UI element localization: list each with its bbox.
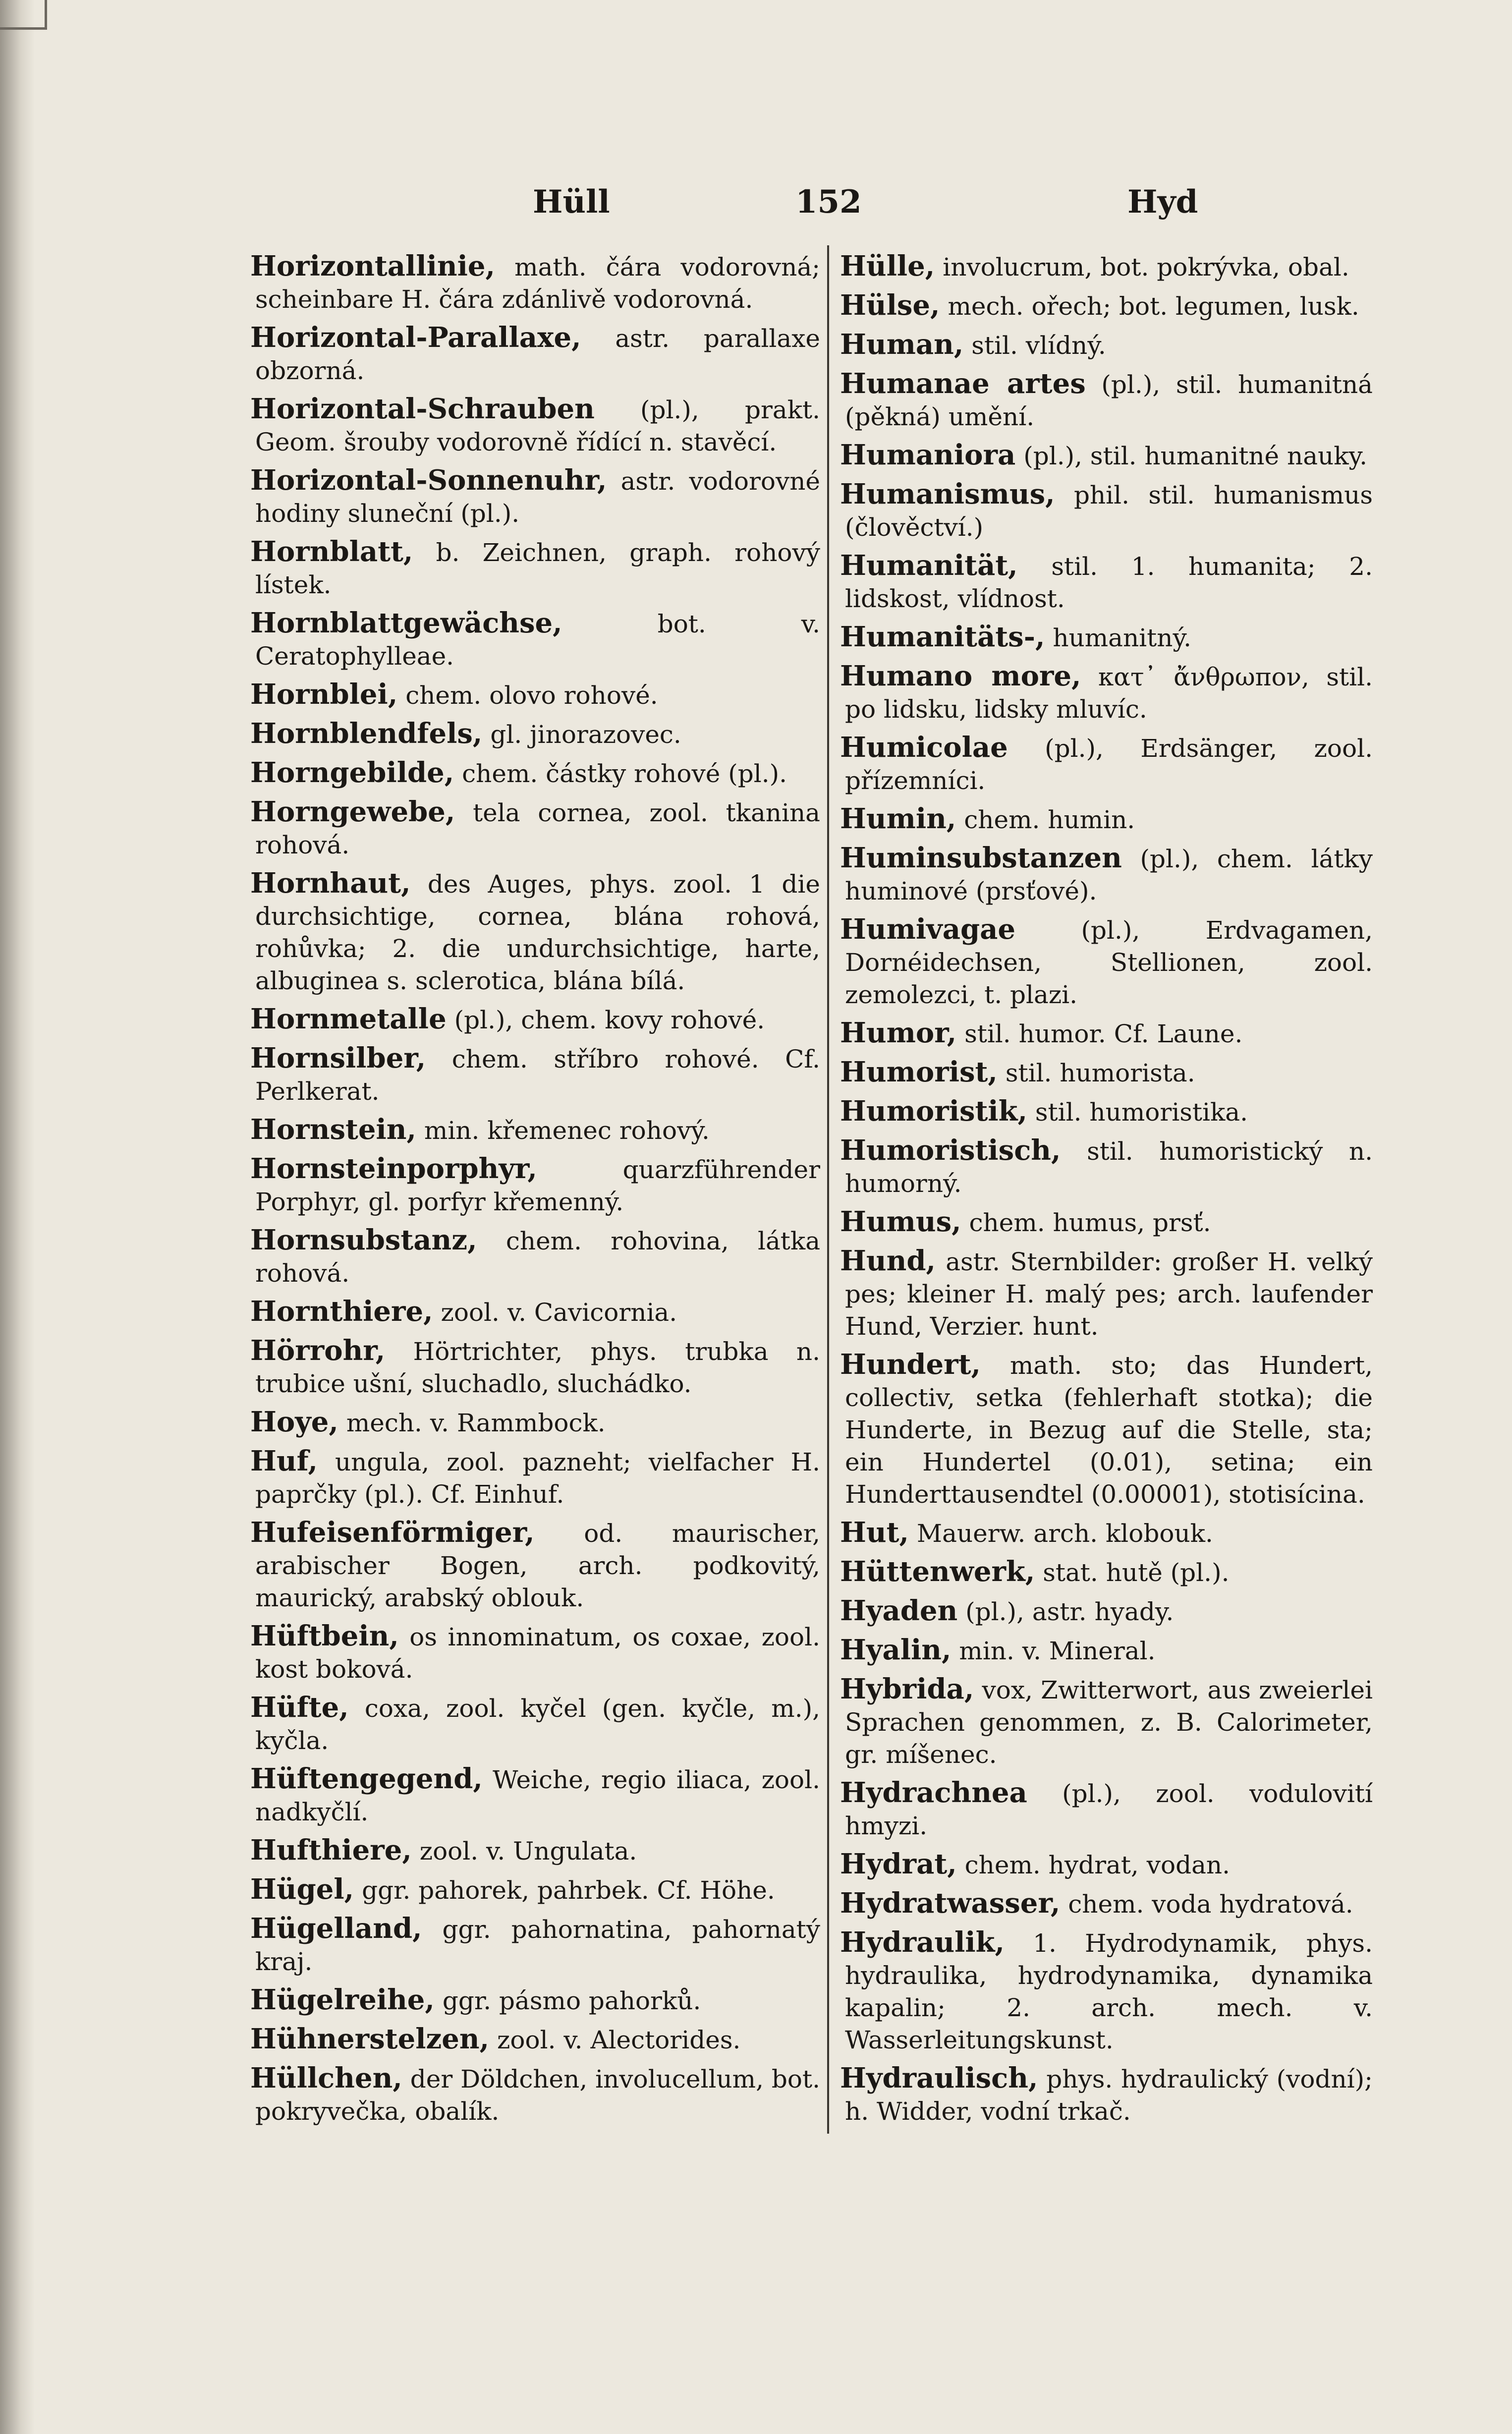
dictionary-entry: [250, 464, 820, 530]
entry-headword: Hornstein,: [250, 1113, 416, 1146]
entry-definition: stil. humor. Cf. Laune.: [964, 1019, 1243, 1048]
dictionary-entry: [840, 1777, 1373, 1842]
dictionary-entry: [250, 1224, 820, 1290]
entry-definition: tela cornea, zool. tkanina rohová.: [255, 798, 820, 859]
entry-headword: Horizontal-Parallaxe,: [250, 321, 581, 354]
entry-headword: Hüfte,: [250, 1691, 349, 1724]
dictionary-entry: [840, 732, 1373, 797]
entry-definition: (pl.), chem. kovy rohové.: [454, 1006, 765, 1034]
dictionary-entry: [250, 718, 820, 751]
dictionary-entry: [840, 1926, 1373, 2056]
entry-headword: Hülse,: [840, 289, 940, 322]
dictionary-entry: [250, 1114, 820, 1147]
entry-headword: Humoristisch,: [840, 1134, 1061, 1167]
entry-definition: stil. 1. humanita; 2. lidskost, vlídnost.: [845, 552, 1373, 613]
entry-definition: stil. humorista.: [1005, 1059, 1195, 1087]
entry-headword: Humicolae: [840, 731, 1008, 764]
dictionary-entry: [250, 2062, 820, 2128]
dictionary-entry: [840, 1245, 1373, 1343]
entry-definition: mech. ořech; bot. legumen, lusk.: [948, 292, 1359, 321]
dictionary-entry: [250, 1153, 820, 1218]
dictionary-entry: [250, 1406, 820, 1439]
entry-headword: Hülle,: [840, 250, 935, 283]
entry-headword: Hornsteinporphyr,: [250, 1152, 537, 1185]
entry-definition: ggr. pahorek, pahrbek. Cf. Höhe.: [362, 1876, 775, 1905]
dictionary-entry: [840, 2062, 1373, 2128]
entry-headword: Hybrida,: [840, 1673, 974, 1705]
entry-headword: Hornthiere,: [250, 1295, 433, 1328]
entry-headword: Horizontal-Sonnenuhr,: [250, 464, 607, 497]
dictionary-entry: [840, 803, 1373, 836]
entry-definition: quarzführender Porphyr, gl. porfyr křemenný.: [255, 1155, 820, 1216]
entry-definition: (pl.), chem. látky huminové (prsťové).: [845, 845, 1373, 906]
dictionary-entry: [840, 478, 1373, 544]
dictionary-entry: [840, 250, 1373, 283]
entry-headword: Hörrohr,: [250, 1334, 386, 1367]
entry-definition: Weiche, regio iliaca, zool. nadkyčlí.: [255, 1765, 820, 1826]
dictionary-entry: [840, 550, 1373, 615]
entry-definition: (pl.), zool. vodulovití hmyzi.: [845, 1779, 1373, 1840]
dictionary-entry: [250, 2023, 820, 2056]
dictionary-entry: [840, 1134, 1373, 1200]
entry-definition: stil. vlídný.: [971, 331, 1106, 360]
dictionary-entry: [250, 1692, 820, 1757]
entry-definition: Hörtrichter, phys. trubka n. trubice ušní, sluchadlo, sluchádko.: [255, 1337, 820, 1398]
entry-headword: Hydratwasser,: [840, 1887, 1061, 1920]
entry-headword: Hornblatt,: [250, 535, 413, 568]
entry-headword: Humorist,: [840, 1056, 998, 1088]
entry-definition: ggr. pahornatina, pahornatý kraj.: [255, 1915, 820, 1976]
page-edge-shadow: [0, 0, 35, 2434]
entry-headword: Huf,: [250, 1445, 318, 1477]
entry-headword: Hufeisenförmiger,: [250, 1516, 535, 1549]
entry-definition: mech. v. Rammbock.: [346, 1409, 606, 1437]
dictionary-entry: [250, 536, 820, 601]
entry-definition: stil. humoristický n. humorný.: [845, 1137, 1373, 1198]
entry-definition: math. čára vodorovná; scheinbare H. čára zdánlivě vodorovná.: [255, 253, 820, 314]
entry-headword: Horizontallinie,: [250, 250, 495, 283]
entry-definition: ungula, zool. pazneht; vielfacher H. paprčky (pl.). Cf. Einhuf.: [255, 1448, 820, 1509]
entry-definition: der Döldchen, involucellum, bot. pokryvečka, obalík.: [255, 2065, 820, 2126]
entry-headword: Horizontal-Schrauben: [250, 393, 595, 425]
entry-definition: (pl.), Erdvagamen, Dornéidechsen, Stellionen, zool. zemolezci, t. plazi.: [845, 916, 1373, 1009]
entry-definition: os innominatum, os coxae, zool. kost boková.: [255, 1623, 820, 1684]
left-column: [250, 250, 820, 2431]
entry-headword: Humanität,: [840, 549, 1018, 582]
entry-definition: coxa, zool. kyčel (gen. kyčle, m.), kyčla.: [255, 1694, 820, 1755]
entry-headword: Hügel,: [250, 1873, 354, 1906]
entry-definition: κατ᾽ ἄνθρωπον, stil. po lidsku, lidsky mluvíc.: [845, 663, 1373, 724]
entry-headword: Hügelland,: [250, 1912, 422, 1945]
entry-headword: Humanismus,: [840, 478, 1055, 510]
entry-headword: Hyalin,: [840, 1634, 952, 1666]
dictionary-entry: [840, 1887, 1373, 1921]
corner-mark: [0, 0, 47, 30]
dictionary-entry: [840, 1206, 1373, 1239]
entry-headword: Hüttenwerk,: [840, 1555, 1035, 1588]
entry-headword: Hydrachnea: [840, 1776, 1027, 1809]
entry-definition: des Auges, phys. zool. 1 die durchsichtige, cornea, blána rohová, rohůvka; 2. die undurchsichtige, harte, albuginea s. sclerotica, blána bílá.: [255, 870, 820, 995]
dictionary-entry: [250, 1042, 820, 1108]
dictionary-entry: [250, 1620, 820, 1686]
entry-definition: zool. v. Alectorides.: [497, 2026, 741, 2054]
entry-definition: min. křemenec rohový.: [424, 1116, 710, 1145]
entry-definition: chem. olovo rohové.: [405, 681, 658, 710]
entry-headword: Hornmetalle: [250, 1003, 447, 1035]
entry-headword: Humano more,: [840, 660, 1081, 692]
dictionary-entry: [250, 250, 820, 316]
entry-headword: Hydrat,: [840, 1848, 957, 1880]
dictionary-entry: [250, 679, 820, 712]
entry-definition: chem. hydrat, vodan.: [964, 1851, 1230, 1879]
entry-definition: b. Zeichnen, graph. rohový lístek.: [255, 538, 820, 599]
entry-headword: Humin,: [840, 802, 956, 835]
dictionary-entry: [840, 660, 1373, 726]
entry-headword: Hornsilber,: [250, 1042, 426, 1075]
entry-definition: od. maurischer, arabischer Bogen, arch. podkovitý, maurický, arabský oblouk.: [255, 1519, 820, 1612]
dictionary-entry: [250, 1834, 820, 1868]
dictionary-entry: [840, 1349, 1373, 1511]
dictionary-entry: [250, 757, 820, 790]
entry-headword: Humaniora: [840, 439, 1016, 471]
dictionary-entry: [250, 1984, 820, 2017]
entry-definition: chem. částky rohové (pl.).: [462, 759, 787, 788]
dictionary-entry: [250, 867, 820, 997]
entry-definition: zool. v. Cavicornia.: [441, 1298, 677, 1327]
entry-definition: bot. v. Ceratophylleae.: [255, 610, 820, 671]
entry-definition: stat. hutě (pl.).: [1043, 1558, 1230, 1587]
entry-definition: gl. jinorazovec.: [490, 720, 681, 749]
entry-headword: Hühnerstelzen,: [250, 2023, 490, 2055]
entry-definition: (pl.), stil. humanitná (pěkná) umění.: [845, 370, 1373, 431]
entry-headword: Huminsubstanzen: [840, 842, 1122, 874]
entry-headword: Hornblattgewächse,: [250, 607, 562, 639]
entry-definition: zool. v. Ungulata.: [419, 1837, 637, 1866]
dictionary-entry: [840, 1634, 1373, 1667]
entry-headword: Hügelreihe,: [250, 1983, 435, 2016]
entry-definition: chem. stříbro rohové. Cf. Perlkerat.: [255, 1045, 820, 1106]
column-divider: [827, 245, 829, 2134]
entry-headword: Hydraulik,: [840, 1926, 1005, 1959]
entry-definition: 1. Hydrodynamik, phys. hydraulika, hydrodynamika, dynamika kapalin; 2. arch. mech. v. Wasserleitungskunst.: [845, 1929, 1373, 2054]
dictionary-entry: [250, 1296, 820, 1329]
entry-headword: Human,: [840, 328, 964, 361]
entry-headword: Hüftengegend,: [250, 1762, 483, 1795]
entry-definition: chem. voda hydratová.: [1068, 1890, 1353, 1919]
entry-definition: chem. rohovina, látka rohová.: [255, 1227, 820, 1288]
entry-headword: Humoristik,: [840, 1095, 1027, 1128]
entry-definition: chem. humus, prsť.: [969, 1208, 1211, 1237]
dictionary-entry: [840, 439, 1373, 472]
entry-headword: Hornsubstanz,: [250, 1224, 477, 1256]
entry-headword: Horngewebe,: [250, 795, 455, 828]
entry-headword: Hydraulisch,: [840, 2062, 1038, 2094]
dictionary-entry: [840, 1056, 1373, 1089]
dictionary-entry: [840, 329, 1373, 362]
entry-headword: Hund,: [840, 1245, 936, 1277]
entry-headword: Hundert,: [840, 1348, 981, 1381]
entry-definition: (pl.), stil. humanitné nauky.: [1023, 442, 1368, 470]
dictionary-entry: [840, 1095, 1373, 1129]
dictionary-entry: [840, 1017, 1373, 1050]
entry-definition: math. sto; das Hundert, collectiv, setka (fehlerhaft stotka); die Hunderte, in Bezug auf die Stelle, sta; ein Hundertel (0.01), setina; ein Hunderttausendtel (0.00001), stotisícina.: [845, 1351, 1373, 1509]
entry-definition: astr. vodorovné hodiny sluneční (pl.).: [255, 467, 820, 528]
entry-headword: Humanae artes: [840, 367, 1086, 400]
dictionary-entry: [840, 1517, 1373, 1550]
entry-definition: phys. hydraulický (vodní); h. Widder, vodní trkač.: [845, 2065, 1373, 2126]
entry-headword: Hornblei,: [250, 678, 398, 711]
dictionary-entry: [250, 796, 820, 861]
entry-headword: Hornblendfels,: [250, 717, 483, 750]
entry-headword: Hoye,: [250, 1406, 338, 1438]
entry-headword: Humivagae: [840, 913, 1016, 946]
dictionary-entry: [840, 1848, 1373, 1881]
entry-headword: Hut,: [840, 1516, 909, 1549]
running-head-right: Hyd: [1127, 183, 1198, 221]
entry-definition: ggr. pásmo pahorků.: [442, 1986, 701, 2015]
entry-definition: phil. stil. humanismus (člověctví.): [845, 481, 1373, 542]
entry-definition: min. v. Mineral.: [959, 1637, 1156, 1665]
entry-headword: Hyaden: [840, 1594, 958, 1627]
dictionary-entry: [250, 607, 820, 673]
dictionary-entry: [250, 1517, 820, 1614]
entry-headword: Humus,: [840, 1205, 961, 1238]
running-head-left: Hüll: [533, 183, 610, 221]
entry-definition: Mauerw. arch. klobouk.: [916, 1519, 1213, 1548]
dictionary-entry: [840, 1556, 1373, 1589]
dictionary-entry: [250, 322, 820, 387]
entry-definition: involucrum, bot. pokrývka, obal.: [943, 253, 1349, 282]
dictionary-entry: [840, 1595, 1373, 1628]
dictionary-entry: [250, 1763, 820, 1828]
entry-definition: stil. humoristika.: [1035, 1098, 1248, 1127]
entry-definition: astr. parallaxe obzorná.: [255, 324, 820, 385]
right-column: [840, 250, 1373, 2431]
entry-definition: (pl.), prakt. Geom. šrouby vodorovně řídící n. stavěcí.: [255, 396, 820, 456]
dictionary-entry: [250, 1335, 820, 1400]
entry-definition: vox, Zwitterwort, aus zweierlei Sprachen genommen, z. B. Calorimeter, gr. míšenec.: [845, 1676, 1373, 1769]
dictionary-entry: [250, 1913, 820, 1978]
dictionary-entry: [840, 289, 1373, 323]
page-number: 152: [795, 183, 862, 221]
entry-headword: Humanitäts-,: [840, 621, 1045, 653]
entry-definition: humanitný.: [1053, 623, 1191, 652]
dictionary-entry: [250, 1003, 820, 1036]
entry-headword: Hüllchen,: [250, 2062, 402, 2094]
dictionary-entry: [250, 1873, 820, 1907]
dictionary-entry: [840, 621, 1373, 654]
dictionary-entry: [840, 913, 1373, 1011]
entry-definition: astr. Sternbilder: großer H. velký pes; kleiner H. malý pes; arch. laufender Hund, Verzier. hunt.: [845, 1247, 1373, 1341]
dictionary-entry: [840, 368, 1373, 433]
entry-headword: Humor,: [840, 1017, 957, 1049]
entry-headword: Hufthiere,: [250, 1834, 412, 1867]
entry-definition: chem. humin.: [964, 805, 1135, 834]
entry-headword: Hornhaut,: [250, 867, 411, 900]
dictionary-entry: [840, 1673, 1373, 1771]
dictionary-entry: [250, 393, 820, 458]
dictionary-entry: [840, 842, 1373, 907]
entry-definition: (pl.), Erdsänger, zool. přízemníci.: [845, 734, 1373, 795]
entry-definition: (pl.), astr. hyady.: [965, 1597, 1174, 1626]
dictionary-entry: [250, 1445, 820, 1511]
entry-headword: Hüftbein,: [250, 1620, 399, 1652]
entry-headword: Horngebilde,: [250, 756, 454, 789]
